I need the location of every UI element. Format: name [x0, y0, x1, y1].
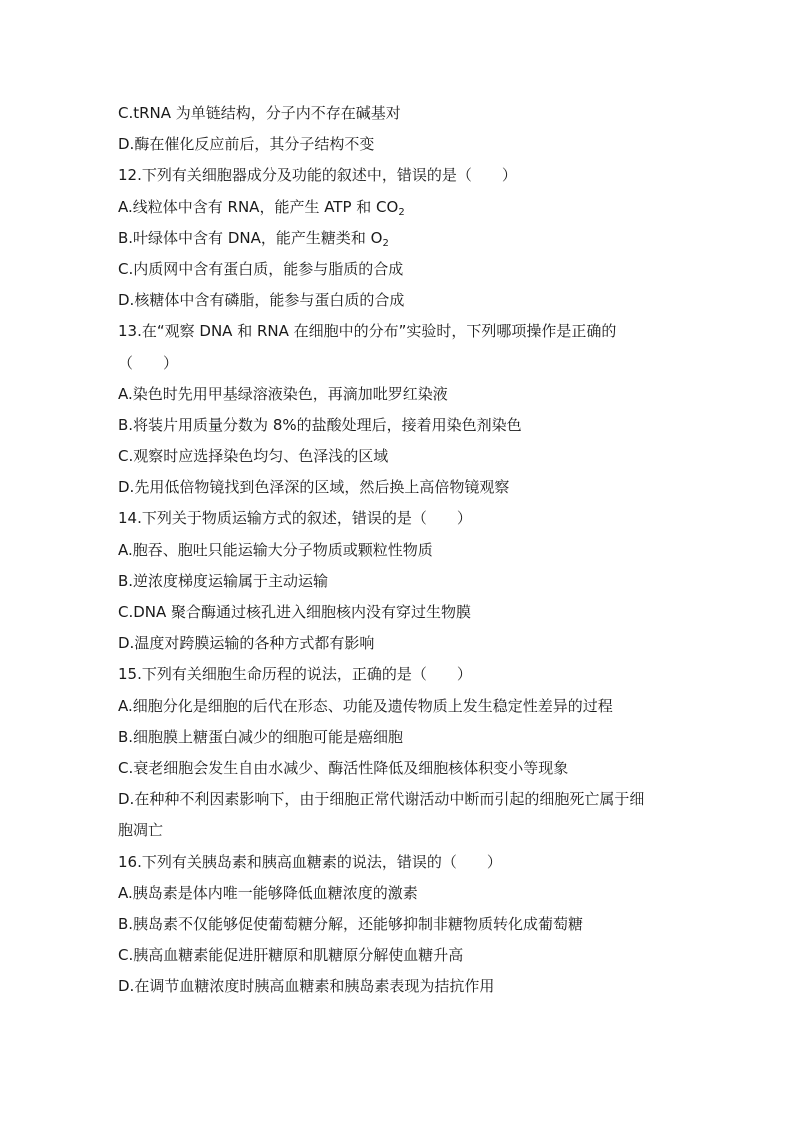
option-d-q13: D.先用低倍物镜找到色泽深的区域，然后换上高倍物镜观察 [118, 478, 510, 497]
subscript-2: 2 [398, 206, 405, 218]
question-12-stem: 12.下列有关细胞器成分及功能的叙述中，错误的是（ ） [118, 166, 517, 185]
option-a-q16: A.胰岛素是体内唯一能够降低血糖浓度的激素 [118, 883, 418, 902]
option-d-q15: D.在种种不利因素影响下，由于细胞正常代谢活动中断而引起的细胞死亡属于细 [118, 790, 645, 809]
option-d-q16: D.在调节血糖浓度时胰高血糖素和胰岛素表现为拮抗作用 [118, 977, 495, 996]
option-d-q12: D.核糖体中含有磷脂，能参与蛋白质的合成 [118, 291, 405, 310]
option-c-q15: C.衰老细胞会发生自由水减少、酶活性降低及细胞核体积变小等现象 [118, 758, 569, 777]
option-a-q15: A.细胞分化是细胞的后代在形态、功能及遗传物质上发生稳定性差异的过程 [118, 696, 613, 715]
option-c-q11: C.tRNA 为单链结构，分子内不存在碱基对 [118, 104, 401, 122]
option-d-q11: D.酶在催化反应前后，其分子结构不变 [118, 135, 375, 154]
question-13-stem-tail: （ ） [118, 353, 179, 372]
option-b-q13: B.将装片用质量分数为 8%的盐酸处理后，接着用染色剂染色 [118, 415, 522, 434]
option-b-q12 [118, 223, 678, 254]
question-16-stem: 16.下列有关胰岛素和胰高血糖素的说法，错误的（ ） [118, 852, 502, 871]
option-c-q14: C.DNA 聚合酶通过核孔进入细胞核内没有穿过生物膜 [118, 603, 472, 621]
option-b-q15: B.细胞膜上糖蛋白减少的细胞可能是癌细胞 [118, 727, 404, 746]
question-14-stem: 14.下列关于物质运输方式的叙述，错误的是（ ） [118, 509, 472, 528]
option-a-q14: A.胞吞、胞吐只能运输大分子物质或颗粒性物质 [118, 540, 433, 559]
option-c-q13: C.观察时应选择染色均匀、色泽浅的区域 [118, 447, 389, 466]
option-a-q13: A.染色时先用甲基绿溶液染色，再滴加吡罗红染液 [118, 384, 448, 403]
option-c-q12: C.内质网中含有蛋白质，能参与脂质的合成 [118, 259, 404, 278]
option-a-q12-text: A.线粒体中含有 RNA，能产生 ATP 和 CO [118, 197, 399, 216]
option-a-q12 [118, 192, 678, 223]
question-body [118, 98, 678, 1002]
option-b-q14: B.逆浓度梯度运输属于主动运输 [118, 571, 329, 590]
option-d-q14: D.温度对跨膜运输的各种方式都有影响 [118, 634, 375, 653]
question-15-stem: 15.下列有关细胞生命历程的说法，正确的是（ ） [118, 665, 472, 684]
option-b-q12-text: B.叶绿体中含有 DNA，能产生糖类和 O [118, 228, 383, 247]
subscript-2: 2 [382, 237, 389, 249]
question-13-stem: 13.在“观察 DNA 和 RNA 在细胞中的分布”实验时，下列哪项操作是正确的 [118, 322, 617, 341]
option-d-q15-tail: 胞凋亡 [118, 821, 164, 840]
option-b-q16: B.胰岛素不仅能够促使葡萄糖分解，还能够抑制非糖物质转化成葡萄糖 [118, 914, 584, 933]
option-c-q16: C.胰高血糖素能促进肝糖原和肌糖原分解使血糖升高 [118, 946, 464, 965]
